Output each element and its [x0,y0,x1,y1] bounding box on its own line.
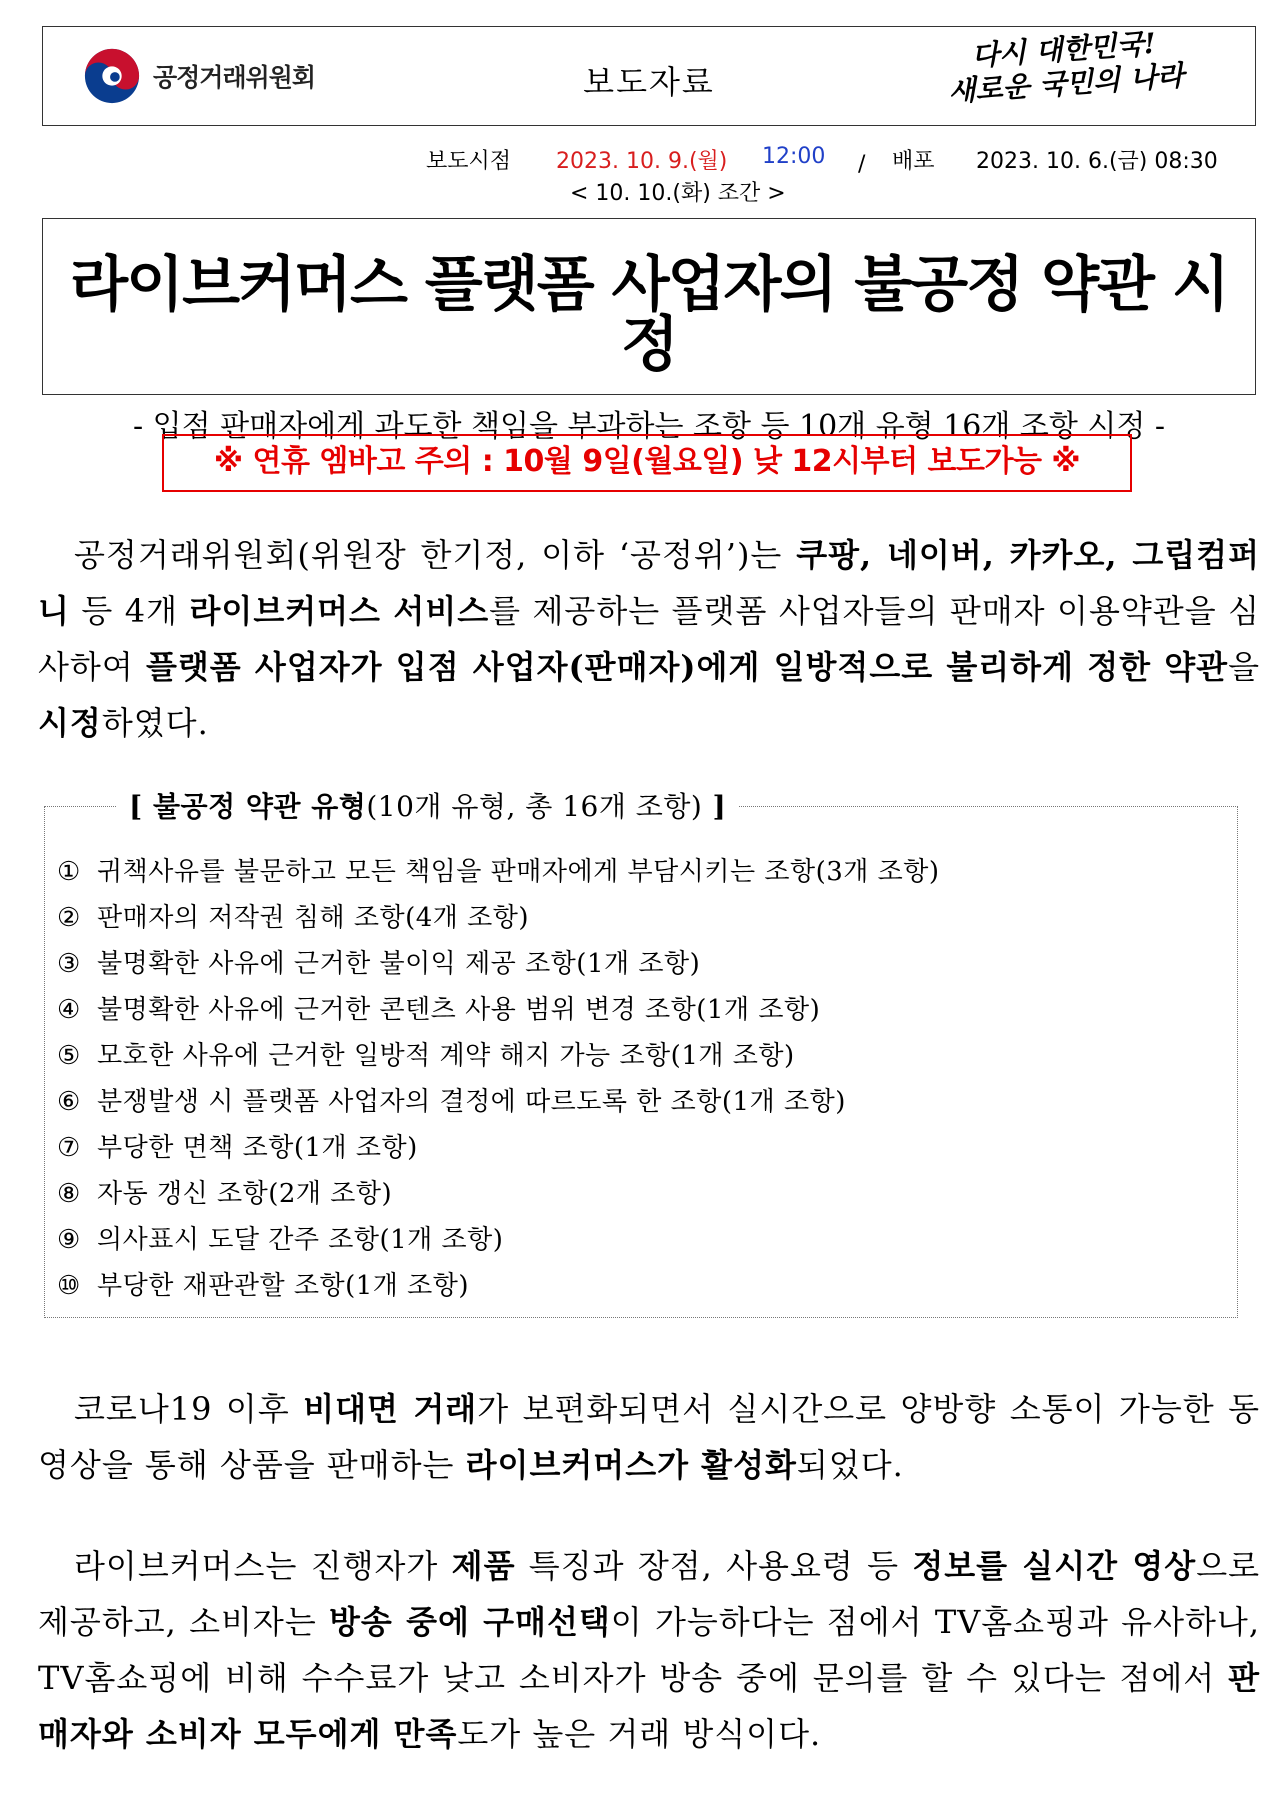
distribution-date: 2023. 10. 6.(금) 08:30 [976,149,1218,174]
slogan-line-2: 새로운 국민의 나라 [947,58,1185,109]
item-text: 분쟁발생 시 플랫폼 사업자의 결정에 따르도록 한 조항(1개 조항) [97,1087,846,1117]
item-text: 불명확한 사유에 근거한 불이익 제공 조항(1개 조항) [97,949,701,979]
item-text: 모호한 사유에 근거한 일방적 계약 해지 가능 조항(1개 조항) [97,1041,795,1071]
item-text: 부당한 면책 조항(1개 조항) [97,1133,418,1163]
item-number: ④ [57,995,81,1025]
list-item [57,1125,940,1171]
header-box [42,26,1256,126]
item-number: ② [57,903,81,933]
types-title-rest: (10개 유형, 총 16개 조항) [366,790,703,823]
item-number: ⑥ [57,1087,81,1117]
title-box [42,218,1256,444]
release-info [0,144,1280,214]
para1-text-1: 공정거래위원회(위원장 한기정, 이하 ‘공정위’)는 [74,536,797,574]
para1-text-3: 를 제공하는 플랫폼 사업자들의 판매자 이용약관을 심사하여 [38,592,1260,686]
org-name: 공정거래위원회 [153,63,316,92]
sub-title: - 입점 판매자에게 과도한 책임을 부과하는 조항 등 10개 유형 16개 조항 시정 - [132,409,1166,444]
release-condition: < 10. 10.(화) 조간 > [570,181,786,206]
para3-bold-1: 제품 [451,1547,516,1585]
para3-text-4: 이 가능하다는 점에서 TV홈쇼핑과 유사하나, TV홈쇼핑에 비해 수수료가 낮고 소비자가 방송 중에 문의를 할 수 있다는 점에서 [38,1603,1261,1697]
para3-bold-3: 방송 중에 구매선택 [329,1603,611,1641]
para3-text-1: 라이브커머스는 진행자가 [74,1547,452,1585]
para2-text-3: 되었다. [796,1446,904,1484]
item-text: 귀책사유를 불문하고 모든 책임을 판매자에게 부담시키는 조항(3개 조항) [97,857,940,887]
para3-bold-2: 정보를 실시간 영상 [912,1547,1197,1585]
item-number: ③ [57,949,81,979]
para2-text-1: 코로나19 이후 [74,1390,304,1428]
distribution-label: 배포 [892,149,935,174]
para1-bold-2: 라이브커머스 서비스 [189,592,490,630]
list-item [57,987,940,1033]
para3-text-2: 특징과 장점, 사용요령 등 [515,1547,913,1585]
item-text: 부당한 재판관할 조항(1개 조항) [97,1271,470,1301]
item-number: ⑦ [57,1133,81,1163]
list-item [57,1033,940,1079]
types-title-end: ] [702,790,727,823]
para1-text-5: 하였다. [101,704,209,742]
unfair-terms-box [44,790,1238,1318]
item-text: 자동 갱신 조항(2개 조항) [97,1179,393,1209]
embargo-notice: ※ 연휴 엠바고 주의 : 10월 9일(월요일) 낮 12시부터 보도가능 ※ [162,434,1132,492]
release-date: 2023. 10. 9.(월) [556,149,728,174]
item-number: ⑨ [57,1225,81,1255]
para2-bold-2: 라이브커머스가 활성화 [465,1446,797,1484]
para2-text-2: 가 보편화되면서 실시간으로 양방향 소통이 가능한 동영상을 통해 상품을 판매하는 [38,1390,1261,1484]
para1-bold-3: 플랫폼 사업자가 입점 사업자(판매자)에게 일방적으로 불리하게 정한 약관 [145,648,1229,686]
list-item [57,895,940,941]
item-number: ⑤ [57,1041,81,1071]
release-time: 12:00 [762,144,826,169]
item-text: 의사표시 도달 간주 조항(1개 조항) [97,1225,504,1255]
types-title-bold: [ 불공정 약관 유형 [129,790,367,823]
para1-text-4: 을 [1228,648,1260,686]
list-item [57,1263,940,1309]
paragraph-background [38,1381,1260,1493]
item-number: ⑧ [57,1179,81,1209]
item-text: 불명확한 사유에 근거한 콘텐츠 사용 범위 변경 조항(1개 조항) [97,995,821,1025]
list-item [57,1079,940,1125]
list-item [57,1171,940,1217]
para3-text-5: 도가 높은 거래 방식이다. [457,1715,822,1753]
para3-text-3: 으로 제공하고, 소비자는 [38,1547,1261,1641]
release-label: 보도시점 [426,149,512,174]
para3-bold-4: 판매자와 소비자 모두에게 만족 [38,1659,1260,1753]
release-separator: / [858,152,866,177]
item-number: ⑩ [57,1271,81,1301]
slogan-line-1: 다시 대한민국! [970,26,1157,73]
types-title [117,785,738,829]
doc-type: 보도자료 [583,63,715,101]
para1-bold-4: 시정 [38,704,102,742]
main-title: 라이브커머스 플랫폼 사업자의 불공정 약관 시정 [70,250,1228,380]
para1-text-2: 등 4개 [69,592,190,630]
para1-bold-1: 쿠팡, 네이버, 카카오, 그립컴퍼니 [38,536,1260,630]
item-number: ① [57,857,81,887]
list-item [57,941,940,987]
list-item [57,849,940,895]
list-item [57,1217,940,1263]
para2-bold-1: 비대면 거래 [303,1390,478,1428]
item-text: 판매자의 저작권 침해 조항(4개 조항) [97,903,530,933]
paragraph-intro [38,527,1260,751]
paragraph-description [38,1538,1260,1762]
types-list [57,849,940,1309]
